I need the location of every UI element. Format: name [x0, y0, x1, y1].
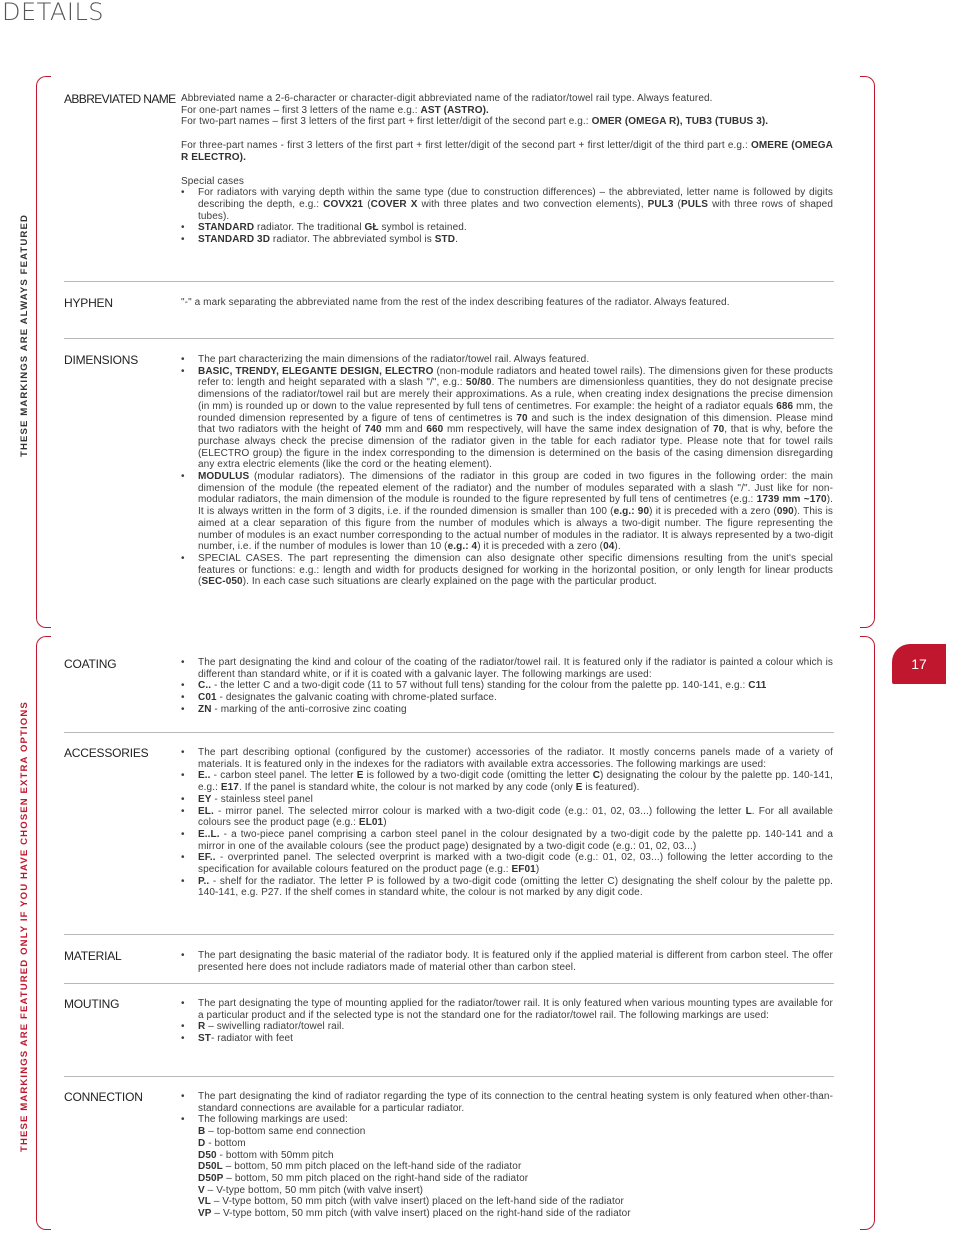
code: 50/80: [466, 377, 492, 389]
text: "-" a mark separating the abbreviated name from the rest of the index describing features of the radiator. Always featured.: [181, 297, 730, 308]
text: ) it is preceded with a zero (: [649, 506, 777, 518]
text: ).: [614, 541, 621, 553]
code: D: [198, 1137, 206, 1149]
special-cases-title: Special cases: [181, 175, 244, 187]
text: - the letter C and a two-digit code (11 to 57 without full tens) standing for the colour from the palette pp. 140-141, e.g.:: [211, 680, 749, 692]
accessories-label: ACCESSORIES: [64, 746, 149, 760]
side-label-optional: THESE MARKINGS ARE FEATURED ONLY IF YOU HAVE CHOSEN EXTRA OPTIONS: [19, 701, 30, 1152]
text: – V-type bottom, 50 mm pitch (with valve insert) placed on the left-hand side of the radiator: [210, 1196, 624, 1208]
text: is followed by a two-digit code (omitting the letter: [363, 770, 593, 782]
text: Abbreviated name a 2-6-character or character-digit abbreviated name of the radiator/towel rail type. Always featured.: [181, 93, 713, 104]
text: - a two-piece panel comprising a carbon steel panel in the colour designated by a two-digit code by the palette pp. 140-141 and a mirror in one of the available colours (see the product page) designated by a two-digit code (e.g.: 01, 02, 03...): [198, 828, 833, 852]
text: ): [535, 864, 540, 876]
code: L: [745, 805, 752, 817]
code: e.g.: 90: [613, 506, 650, 518]
page-number: 17: [892, 644, 946, 684]
text: . The numbers are dimensionless quantities, they do not designate precise dimensions of the radiator/towel rail but are merely their approximations. As a rule, when creating index designations the precise dimension (in mm) is rounded up or down to the value represented by full tens of centimetres. For example: the height of a radiator equals: [198, 377, 833, 412]
list-item: [181, 187, 833, 222]
text: radiator. The traditional: [254, 222, 365, 234]
code: C: [592, 770, 601, 782]
code: OMERE (OMEGA R ELECTRO).: [181, 140, 833, 163]
accessories-body: [181, 747, 833, 899]
text: is featured).: [582, 782, 640, 794]
code: D50: [198, 1149, 217, 1161]
text: . For all available colours see the product page (e.g.:: [198, 805, 833, 829]
text: - overprinted panel. The selected overprint is marked with a two-digit code (e.g.: 01, 02, 03...) following the letter according to the specification for available colours featured on the product page (e.g.:: [198, 852, 833, 876]
list-item: [181, 806, 833, 829]
code: C..: [198, 680, 212, 692]
text: ): [383, 817, 387, 829]
text: - carbon steel panel. The letter: [210, 770, 357, 782]
connection-label: CONNECTION: [64, 1090, 143, 1104]
coating-body: [181, 657, 833, 716]
code: D50L: [198, 1161, 223, 1173]
list-item: [181, 998, 833, 1021]
text: - stainless steel panel: [211, 793, 313, 805]
connection-item: [198, 1208, 833, 1220]
code: B: [198, 1126, 206, 1138]
divider: [64, 934, 834, 935]
code: COVX21: [323, 198, 364, 210]
list-item: [181, 234, 833, 246]
list-item: [181, 692, 833, 704]
code: 70: [516, 412, 528, 424]
list-item: [181, 876, 833, 899]
code: ZN: [198, 703, 212, 715]
connection-item: [198, 1150, 833, 1162]
text: mm respectively, will have the same index designation of: [443, 424, 713, 436]
hyphen-body: [181, 297, 833, 309]
code: VP: [198, 1208, 212, 1220]
text: (non-module radiators and heated towel rails). The dimensions given for these products refer to: length and height separated with a slash "/", e.g.:: [198, 365, 833, 389]
text: – bottom, 50 mm pitch placed on the left-hand side of the radiator: [222, 1161, 522, 1173]
connection-item: [198, 1196, 833, 1208]
code: EF..: [198, 852, 216, 864]
list-item: [181, 354, 833, 366]
code: COVER X: [370, 198, 418, 210]
list-item: [181, 471, 833, 553]
connection-body: [181, 1091, 833, 1220]
divider: [64, 281, 834, 282]
text: radiator. The abbreviated symbol is: [270, 234, 435, 246]
list-item: [181, 704, 833, 716]
connection-item: [198, 1161, 833, 1173]
list-item: [181, 950, 833, 973]
text: – V-type bottom, 50 mm pitch (with valve insert): [204, 1184, 424, 1196]
text: - shelf for the radiator. The letter P is followed by a two-digit code (omitting the letter C) designating the shelf colour by the palette pp. 140-141, e.g. P27. If the shelf comes in standard white, the colour is not marked by any digit code.: [198, 875, 833, 899]
text: The following markings are used:: [198, 1114, 348, 1126]
code: EL.: [198, 805, 214, 817]
abbreviated-name-label: ABBREVIATED NAME: [64, 92, 176, 106]
dimensions-body: [181, 354, 833, 588]
connection-item: [198, 1126, 833, 1138]
list-item: [181, 657, 833, 680]
left-bracket-bottom: [36, 636, 51, 1230]
divider: [64, 983, 834, 984]
code: PUL3: [647, 198, 674, 210]
text: The part characterizing the main dimensions of the radiator/towel rail. Always featured.: [198, 354, 590, 365]
text: with three rows of shaped tubes).: [198, 198, 834, 222]
text: . If the panel is standard white, the colour is not marked by any code (only: [238, 782, 576, 794]
text: ). In each case such situations are clearly explained on the page with the particular product.: [242, 576, 657, 588]
code: D50P: [198, 1172, 224, 1184]
text: SPECIAL CASES. The part representing the dimension can also designate other specific dimensions resulting from the unit's special features or functions: e.g.: length and width for products designed for working in the horizontal position, or only length for linear products (: [198, 552, 833, 588]
code: SEC-050: [201, 576, 243, 588]
code: MODULUS: [198, 471, 250, 483]
material-label: MATERIAL: [64, 949, 122, 963]
paragraph: [181, 140, 833, 163]
code: OMER (OMEGA R), TUB3 (TUBUS 3).: [591, 116, 769, 128]
code: EY: [198, 793, 212, 805]
list-item: [181, 829, 833, 852]
text: - bottom: [205, 1137, 246, 1149]
text: ). This is aimed at a clear separation of this figure from the number of modules which is always a two-digit number. The figure representing the number of modules is an exact number corresponding to the actual number of modules in the radiator. It is always represented by a two-digit number, i.e. if the number of modules is lower than 10 (: [198, 506, 833, 553]
list-item: [181, 770, 833, 793]
text: The part describing optional (configured by the customer) accessories of the radiator. It mostly concerns panels made of a variety of materials. It is featured only in the indexes for the radiators with available extra accessories. The following markings are used:: [198, 747, 833, 770]
code: 740: [364, 424, 382, 436]
code: STANDARD 3D: [198, 234, 271, 246]
page-title: DETAILS: [2, 0, 105, 26]
paragraph: [181, 116, 833, 128]
text: ) designating the colour by the palette pp. 140-141, e.g.:: [198, 770, 833, 794]
text: The part designating the type of mounting applied for the radiator/tower rail. It is only featured when various mounting types are available for a particular product and if the selected type is not the standard one for the radiator/towel rail. The following markings are used:: [198, 998, 833, 1021]
code: E..: [198, 770, 211, 782]
list-item: [181, 1091, 833, 1114]
connection-item: [198, 1185, 833, 1197]
divider: [64, 338, 834, 339]
list-item: [181, 366, 833, 471]
text: (: [363, 198, 371, 210]
text: - mirror panel. The selected mirror colour is marked with a two-digit code (e.g.: 01, 02, 03...) following the letter: [213, 805, 746, 817]
code: VL: [198, 1196, 211, 1208]
abbreviated-name-body: [181, 93, 833, 246]
code: E..L.: [198, 828, 220, 840]
mouting-label: MOUTING: [64, 997, 120, 1011]
code: EF01: [511, 864, 536, 876]
text: - designates the galvanic coating with chrome-plated surface.: [216, 692, 497, 704]
code: GŁ: [364, 222, 379, 234]
text: For radiators with varying depth within the same type (due to construction differences) – the abbreviated, letter name is followed by digits describing the depth, e.g.:: [198, 187, 833, 210]
code: C01: [198, 692, 217, 704]
dimensions-label: DIMENSIONS: [64, 353, 139, 367]
list-item: [181, 222, 833, 234]
code: P..: [198, 875, 210, 887]
text: mm and: [381, 424, 427, 436]
text: and such is the index designation of this dimension. Please mind that two radiators with the height of: [198, 412, 833, 436]
list-item: [181, 553, 833, 588]
code: PULS: [681, 198, 709, 210]
text: - radiator with feet: [210, 1033, 294, 1045]
side-label-always: THESE MARKINGS ARE ALWAYS FEATURED: [19, 214, 30, 457]
text: mm, the rounded dimension represented by a figure of tens of centimetres is: [198, 400, 833, 424]
text: For two-part names – first 3 letters of the first part + first letter/digit of the second part e.g.:: [181, 116, 592, 128]
text: For one-part names – first 3 letters of the name e.g.:: [181, 104, 421, 116]
right-bracket-top: [860, 76, 875, 628]
text: ). It is always written in the form of 3 digits, i.e. if the rounded dimension is smaller than 100 (: [198, 494, 833, 518]
code: E: [575, 782, 583, 794]
text: - bottom with 50mm pitch: [216, 1149, 334, 1161]
list-item: [181, 1114, 833, 1126]
text: – top-bottom same end connection: [205, 1126, 366, 1138]
code: STD: [434, 234, 456, 246]
code: E17: [220, 782, 239, 794]
coating-label: COATING: [64, 657, 117, 671]
text: .: [455, 234, 458, 246]
code: E: [356, 770, 364, 782]
code: V: [198, 1184, 205, 1196]
mouting-body: [181, 998, 833, 1045]
text: – V-type bottom, 50 mm pitch (with valve insert) placed on the right-hand side of the radiator: [211, 1208, 631, 1220]
text: (modular radiators). The dimensions of the radiator in this group are coded in two figures in the following order: the main dimension of the module (the repeated element of the radiator) and the number of modules separated with a slash "/". Just like for non-modular radiators, the main dimension of the module is rounded to the figure represented by full tens of centimetres (e.g.:: [198, 471, 833, 506]
code: 686: [776, 400, 794, 412]
right-bracket-bottom: [860, 636, 875, 1230]
code: 1739 mm ~170: [756, 494, 827, 506]
code: STANDARD: [198, 222, 255, 234]
list-item: [181, 794, 833, 806]
text: For three-part names - first 3 letters of the first part + first letter/digit of the second part + first letter/digit of the third part e.g.:: [181, 140, 751, 152]
list-item: [181, 852, 833, 875]
code: 04: [603, 541, 615, 553]
left-bracket-top: [36, 76, 51, 628]
code: R: [198, 1021, 206, 1033]
text: with three plates and two convection elements),: [417, 198, 648, 210]
list-item: [181, 1033, 833, 1045]
code: 70: [712, 424, 725, 436]
text: The part designating the basic material of the radiator body. It is featured only if the applied material is different from carbon steel. The offer presented here does not include radiators made of material other than carbon steel.: [198, 950, 833, 973]
list-item: [181, 680, 833, 692]
list-item: [181, 747, 833, 770]
divider: [64, 732, 834, 733]
hyphen-label: HYPHEN: [64, 296, 113, 310]
list-item: [181, 1021, 833, 1033]
text: The part designating the kind and colour of the coating of the radiator/towel rail. It is featured only if the radiator is painted a colour which is different than standard white, or if it is coated with a galvanic layer. The following markings are used:: [198, 657, 833, 680]
code: 090: [776, 506, 794, 518]
code: BASIC, TRENDY, ELEGANTE DESIGN, ELECTRO: [198, 365, 434, 377]
code: 660: [426, 424, 444, 436]
paragraph: [181, 93, 833, 105]
text: ) it is preceded with a zero (: [477, 541, 604, 553]
connection-item: [198, 1138, 833, 1150]
divider: [64, 1076, 834, 1077]
code: ST: [198, 1033, 211, 1045]
code: e.g.: 4: [447, 541, 478, 553]
code: C11: [748, 680, 767, 692]
code: EL01: [358, 817, 384, 829]
text: – swivelling radiator/towel rail.: [205, 1021, 345, 1033]
material-body: [181, 950, 833, 973]
text: - marking of the anti-corrosive zinc coating: [211, 703, 407, 715]
text: symbol is retained.: [378, 222, 467, 234]
text: (: [673, 198, 681, 210]
code: AST (ASTRO).: [420, 104, 489, 116]
text: – bottom, 50 mm pitch placed on the right-hand side of the radiator: [223, 1172, 529, 1184]
paragraph: [181, 105, 833, 117]
connection-item: [198, 1173, 833, 1185]
text: , that is why, before the purchase always check the precise dimension of the radiator given in the table for each radiator type. Please note that for towel rails (ELECTRO group) the figure in the index corresponding to the dimension is determined on the basis of the casing dimension disregarding any extra electric elements (like the cord or the heating element).: [198, 424, 834, 471]
text: The part designating the kind of radiator regarding the type of its connection to the central heating system is only featured when other-than-standard connections are available for a particular radiator.: [198, 1091, 833, 1114]
